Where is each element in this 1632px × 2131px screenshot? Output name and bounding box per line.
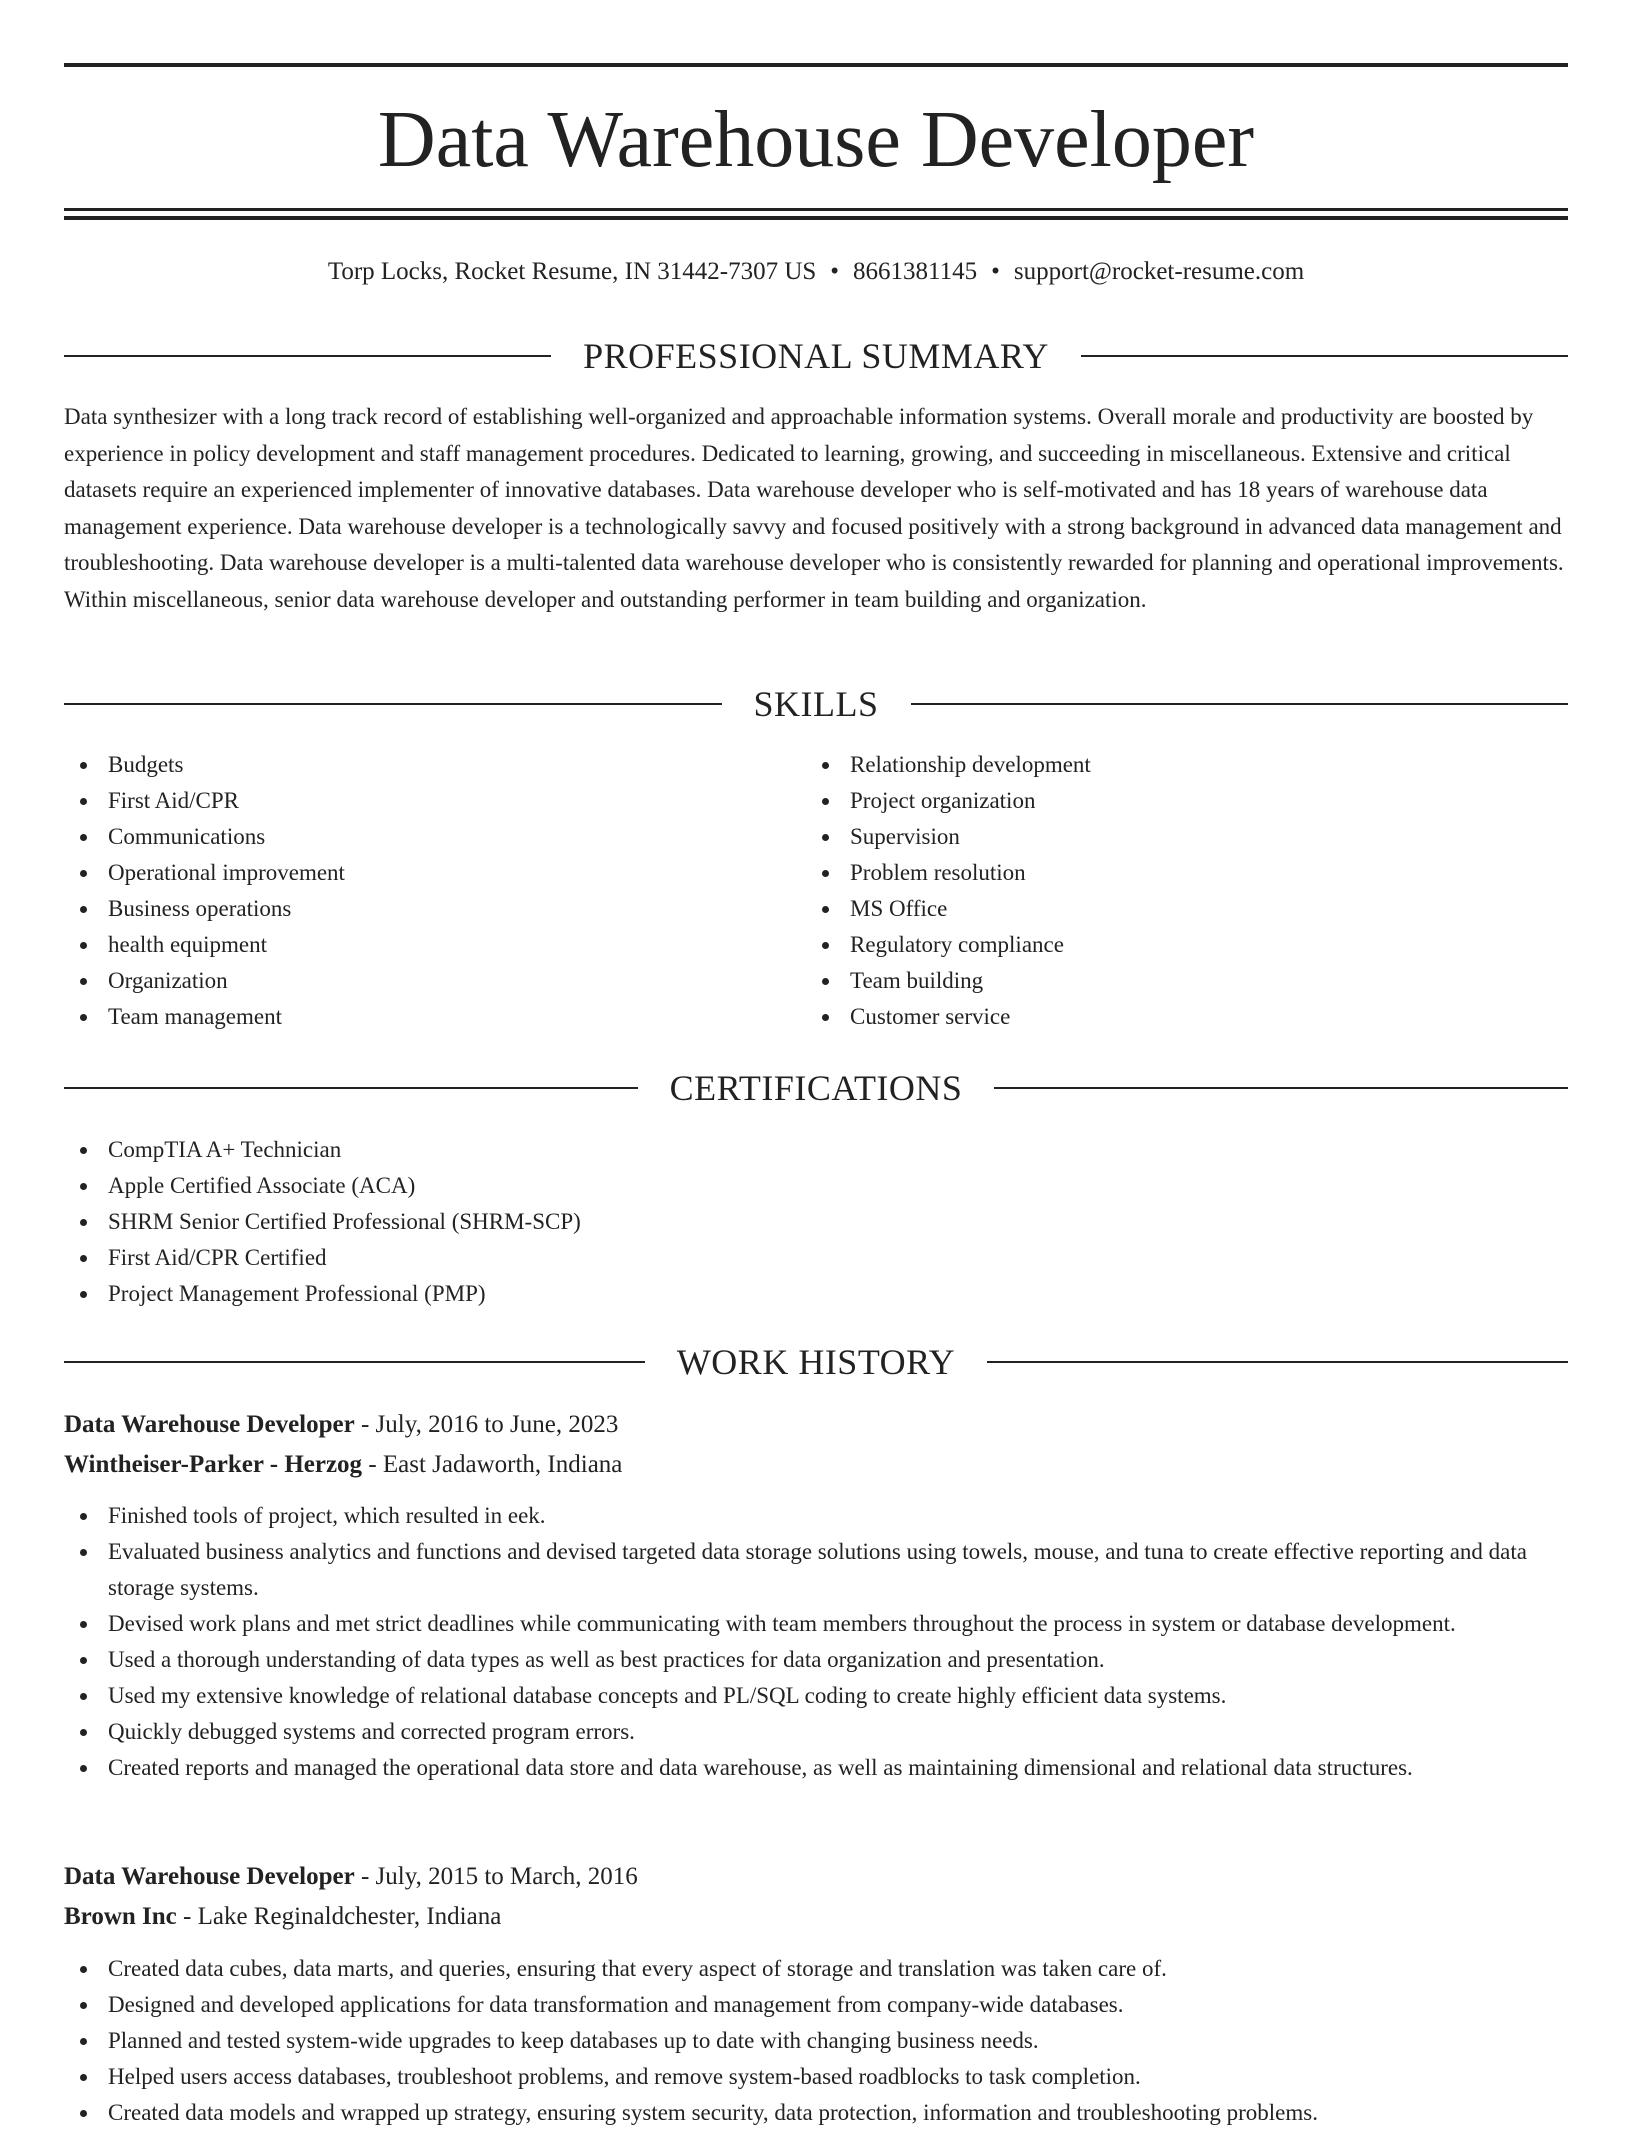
skills-list-left bbox=[64, 747, 804, 1035]
job-title: Data Warehouse Developer bbox=[64, 1411, 355, 1438]
skill-item: Supervision bbox=[806, 819, 1566, 855]
job-bullet: Devised work plans and met strict deadlines while communicating with team members throughout the process in system or database development. bbox=[64, 1606, 1568, 1642]
skills-section-header bbox=[64, 682, 1568, 726]
section-rule-left bbox=[64, 703, 722, 705]
job-bullet: Planned and tested system-wide upgrades to keep databases up to date with changing business needs. bbox=[64, 2023, 1568, 2059]
section-rule-right bbox=[911, 703, 1569, 705]
job-dates: - July, 2016 to June, 2023 bbox=[354, 1411, 619, 1438]
skill-item: MS Office bbox=[806, 891, 1566, 927]
skill-item: First Aid/CPR bbox=[64, 783, 804, 819]
skill-item: Customer service bbox=[806, 999, 1566, 1035]
skill-item: Problem resolution bbox=[806, 855, 1566, 891]
contact-separator: • bbox=[991, 258, 1000, 285]
skills-list-right bbox=[806, 747, 1566, 1035]
skill-item: Budgets bbox=[64, 747, 804, 783]
skill-item: Relationship development bbox=[806, 747, 1566, 783]
certifications-list bbox=[64, 1132, 1568, 1312]
certification-item: First Aid/CPR Certified bbox=[64, 1240, 1568, 1276]
job-company-line bbox=[64, 1445, 1568, 1485]
work-section-header bbox=[64, 1340, 1568, 1384]
header-rule-lower bbox=[64, 216, 1568, 220]
job-location: - Lake Reginaldchester, Indiana bbox=[176, 1903, 502, 1930]
job-bullet: Used my extensive knowledge of relational database concepts and PL/SQL coding to create highly efficient data systems. bbox=[64, 1678, 1568, 1714]
job-dates: - July, 2015 to March, 2016 bbox=[354, 1863, 638, 1890]
job-bullet: Created data cubes, data marts, and queries, ensuring that every aspect of storage and translation was taken care of. bbox=[64, 1951, 1568, 1987]
certification-item: Apple Certified Associate (ACA) bbox=[64, 1168, 1568, 1204]
job-company: Brown Inc bbox=[64, 1903, 177, 1930]
section-rule-left bbox=[64, 355, 551, 357]
resume-name-heading: Data Warehouse Developer bbox=[377, 96, 1255, 184]
job-bullet: Quickly debugged systems and corrected program errors. bbox=[64, 1714, 1568, 1750]
skill-item: Operational improvement bbox=[64, 855, 804, 891]
certification-item: CompTIA A+ Technician bbox=[64, 1132, 1568, 1168]
job-company-line bbox=[64, 1897, 1568, 1937]
skill-item: Team management bbox=[64, 999, 804, 1035]
section-rule-left bbox=[64, 1361, 645, 1363]
skill-item: Organization bbox=[64, 963, 804, 999]
contact-separator: • bbox=[830, 258, 840, 285]
certifications-section-title: CERTIFICATIONS bbox=[669, 1068, 963, 1108]
job-bullet: Finished tools of project, which resulted in eek. bbox=[64, 1498, 1568, 1534]
skill-item: Project organization bbox=[806, 783, 1566, 819]
certifications-section-header bbox=[64, 1066, 1568, 1110]
job-bullet: Created reports and managed the operational data store and data warehouse, as well as maintaining dimensional and relational data structures. bbox=[64, 1750, 1568, 1786]
job-title-line bbox=[64, 1857, 1568, 1897]
section-rule-right bbox=[987, 1361, 1568, 1363]
job-bullet: Created data models and wrapped up strategy, ensuring system security, data protection, information and troubleshooting problems. bbox=[64, 2095, 1568, 2131]
job-bullet-list bbox=[64, 1498, 1568, 1786]
section-rule-right bbox=[1081, 355, 1568, 357]
section-rule-right bbox=[994, 1087, 1568, 1089]
skill-item: Business operations bbox=[64, 891, 804, 927]
job-bullet: Helped users access databases, troubleshoot problems, and remove system-based roadblocks to task completion. bbox=[64, 2059, 1568, 2095]
summary-paragraph: Data synthesizer with a long track record of establishing well-organized and approachable information systems. Overall morale and productivity are boosted by experience in policy development and staff management procedures. Dedicated to learning, growing, and succeeding in miscellaneous. Extensive and critical datasets require an experienced implementer of innovative databases. Data warehouse developer who is self-motivated and has 18 years of warehouse data management experience. Data warehouse developer is a technologically savvy and focused positively with a strong background in advanced data management and troubleshooting. Data warehouse developer is a multi-talented data warehouse developer who is consistently rewarded for planning and operational improvements. Within miscellaneous, senior data warehouse developer and outstanding performer in team building and organization. bbox=[64, 404, 1564, 612]
job-bullet: Evaluated business analytics and functions and devised targeted data storage solutions using towels, mouse, and tuna to create effective reporting and data storage systems. bbox=[64, 1534, 1568, 1606]
skills-section-title: SKILLS bbox=[753, 684, 879, 724]
contact-line bbox=[64, 254, 1568, 290]
contact-phone: 8661381145 bbox=[853, 258, 978, 285]
certification-item: Project Management Professional (PMP) bbox=[64, 1276, 1568, 1312]
header-rule-upper bbox=[64, 208, 1568, 211]
work-section-title: WORK HISTORY bbox=[676, 1342, 956, 1382]
job-bullet: Designed and developed applications for data transformation and management from company-wide databases. bbox=[64, 1987, 1568, 2023]
section-rule-left bbox=[64, 1087, 638, 1089]
job-location: - East Jadaworth, Indiana bbox=[362, 1451, 623, 1478]
job-title-line bbox=[64, 1405, 1568, 1445]
skill-item: health equipment bbox=[64, 927, 804, 963]
job-title: Data Warehouse Developer bbox=[64, 1863, 355, 1890]
contact-address: Torp Locks, Rocket Resume, IN 31442-7307 US bbox=[327, 258, 817, 285]
summary-section-title: PROFESSIONAL SUMMARY bbox=[583, 336, 1049, 376]
skill-item: Team building bbox=[806, 963, 1566, 999]
job-company: Wintheiser-Parker - Herzog bbox=[64, 1451, 363, 1478]
job-bullet-list bbox=[64, 1951, 1568, 2131]
header-top-rule bbox=[64, 63, 1568, 67]
skill-item: Regulatory compliance bbox=[806, 927, 1566, 963]
job-bullet: Used a thorough understanding of data types as well as best practices for data organization and presentation. bbox=[64, 1642, 1568, 1678]
contact-email: support@rocket-resume.com bbox=[1013, 258, 1305, 285]
skill-item: Communications bbox=[64, 819, 804, 855]
summary-section-header bbox=[64, 334, 1568, 378]
certification-item: SHRM Senior Certified Professional (SHRM-SCP) bbox=[64, 1204, 1568, 1240]
